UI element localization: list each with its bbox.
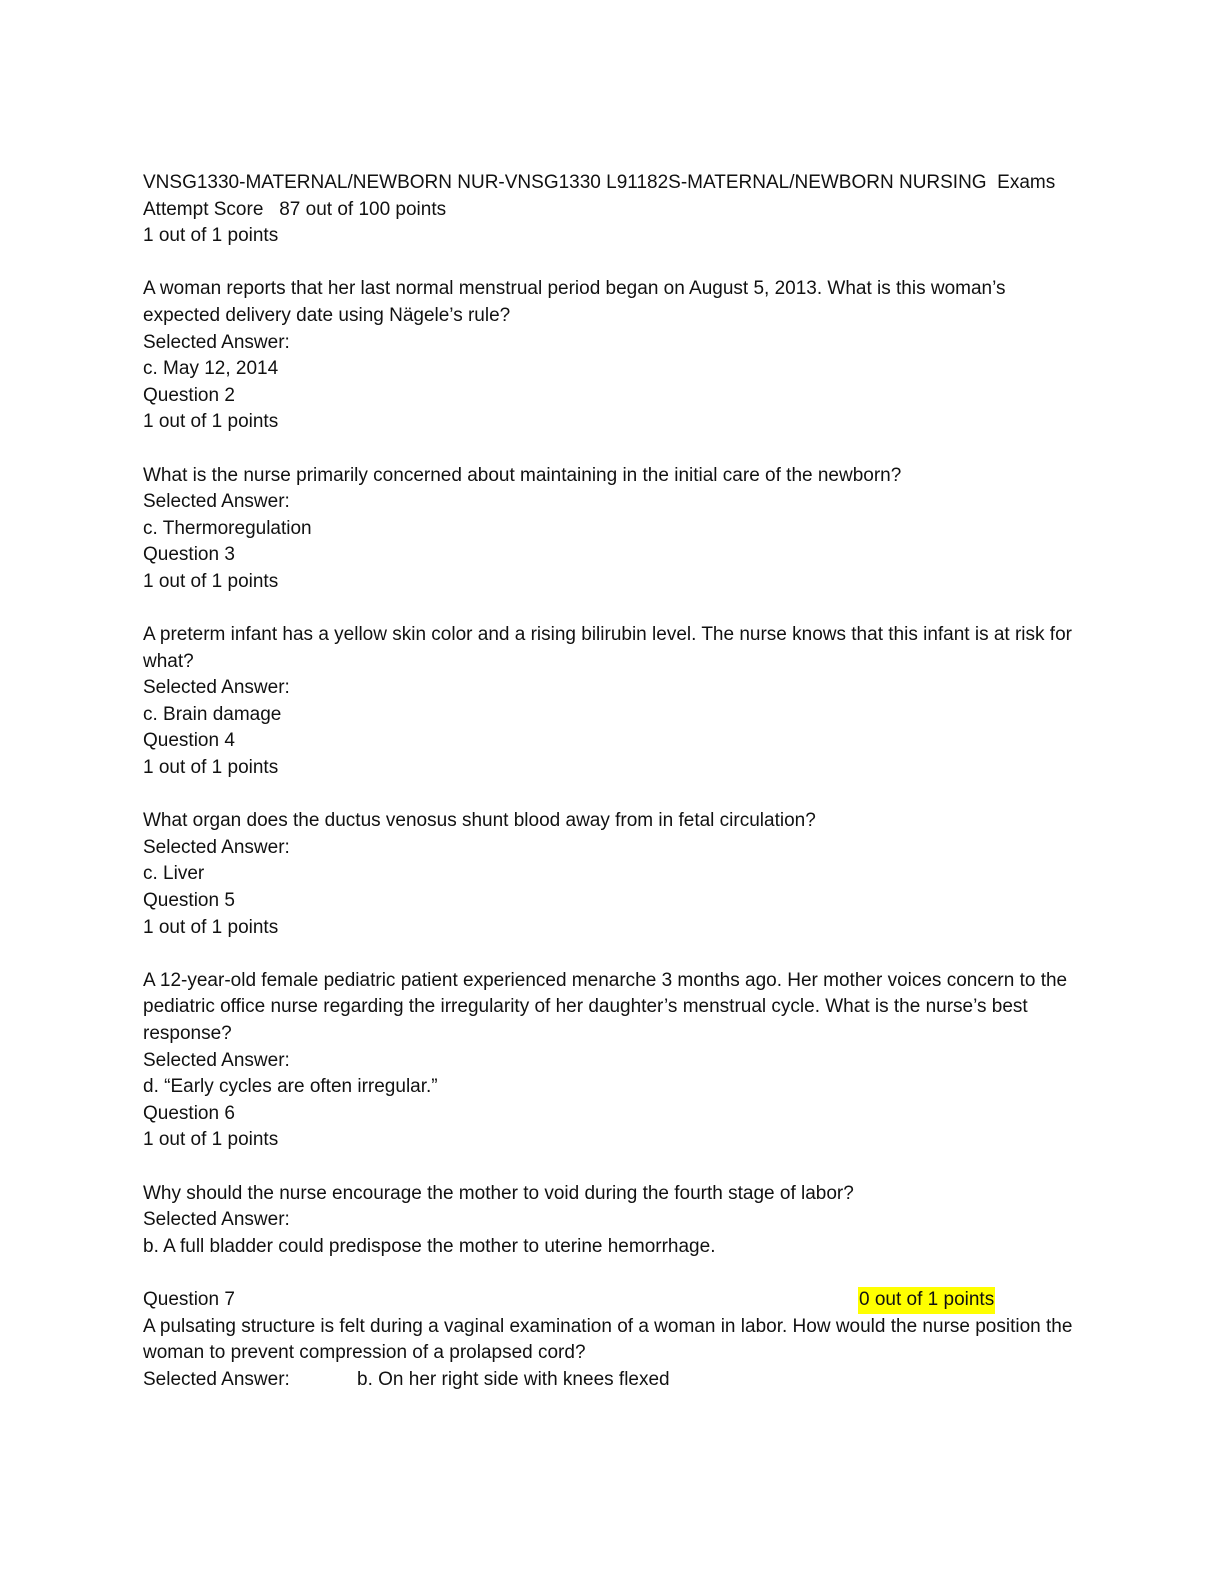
spacer — [143, 250, 1073, 277]
q1-text: A woman reports that her last normal menstrual period began on August 5, 2013. What is this woman’s expected delivery date using Nägele’s rule? — [143, 278, 1011, 326]
q6-title: Question 6 — [143, 1102, 235, 1124]
q4-text: What organ does the ductus venosus shunt blood away from in fetal circulation? — [143, 810, 816, 832]
spacer — [143, 782, 1073, 809]
q7-header — [143, 1287, 1073, 1314]
q1-answer: c. May 12, 2014 — [143, 358, 279, 380]
q3-title: Question 3 — [143, 544, 235, 566]
spacer — [143, 941, 1073, 968]
q2-selected-label: Selected Answer: — [143, 491, 290, 513]
q4-title: Question 4 — [143, 730, 235, 752]
q1-points: 1 out of 1 points — [143, 225, 279, 247]
exam-document — [143, 170, 1078, 1393]
course-title: VNSG1330-MATERNAL/NEWBORN NUR-VNSG1330 L91182S-MATERNAL/NEWBORN NURSING Exams — [143, 172, 1056, 193]
q6-text: Why should the nurse encourage the mother to void during the fourth stage of labor? — [143, 1182, 854, 1204]
spacer — [143, 436, 1073, 463]
q2-points: 1 out of 1 points — [143, 411, 279, 433]
q2-text: What is the nurse primarily concerned about maintaining in the initial care of the newborn? — [143, 464, 902, 486]
q4-points: 1 out of 1 points — [143, 757, 279, 779]
q7-answer-row — [143, 1367, 1073, 1394]
q3-answer: c. Brain damage — [143, 703, 282, 725]
q6-points: 1 out of 1 points — [143, 1129, 279, 1151]
attempt-score: Attempt Score 87 out of 100 points — [143, 198, 447, 220]
q3-selected-label: Selected Answer: — [143, 677, 290, 699]
spacer — [143, 1154, 1073, 1181]
q6-answer: b. A full bladder could predispose the mother to uterine hemorrhage. — [143, 1235, 716, 1257]
q1-selected-label: Selected Answer: — [143, 331, 290, 353]
q7-text: A pulsating structure is felt during a vaginal examination of a woman in labor. How would the nurse position the woman to prevent compression of a prolapsed cord? — [143, 1315, 1078, 1364]
q5-answer: d. “Early cycles are often irregular.” — [143, 1076, 438, 1098]
q5-points: 1 out of 1 points — [143, 916, 279, 938]
q7-answer: b. On her right side with knees flexed — [357, 1368, 670, 1390]
q6-selected-label: Selected Answer: — [143, 1209, 290, 1231]
q5-title: Question 5 — [143, 890, 235, 912]
q3-text: A preterm infant has a yellow skin color and a rising bilirubin level. The nurse knows that this infant is at risk for what? — [143, 624, 1078, 672]
q2-answer: c. Thermoregulation — [143, 517, 312, 539]
q7-selected-label: Selected Answer: — [143, 1368, 290, 1390]
q7-points-highlighted: 0 out of 1 points — [858, 1287, 995, 1314]
q5-selected-label: Selected Answer: — [143, 1049, 290, 1071]
q5-text: A 12-year-old female pediatric patient experienced menarche 3 months ago. Her mother voices concern to the pediatric office nurse regarding the irregularity of her daughter’s menstrual cycle. What is the nurse’s best response? — [143, 969, 1073, 1044]
q2-title: Question 2 — [143, 384, 235, 406]
q3-points: 1 out of 1 points — [143, 570, 279, 592]
q4-answer: c. Liver — [143, 863, 205, 885]
q7-title: Question 7 — [143, 1288, 235, 1310]
q4-selected-label: Selected Answer: — [143, 836, 290, 858]
spacer — [143, 1260, 1073, 1287]
spacer — [143, 596, 1073, 623]
